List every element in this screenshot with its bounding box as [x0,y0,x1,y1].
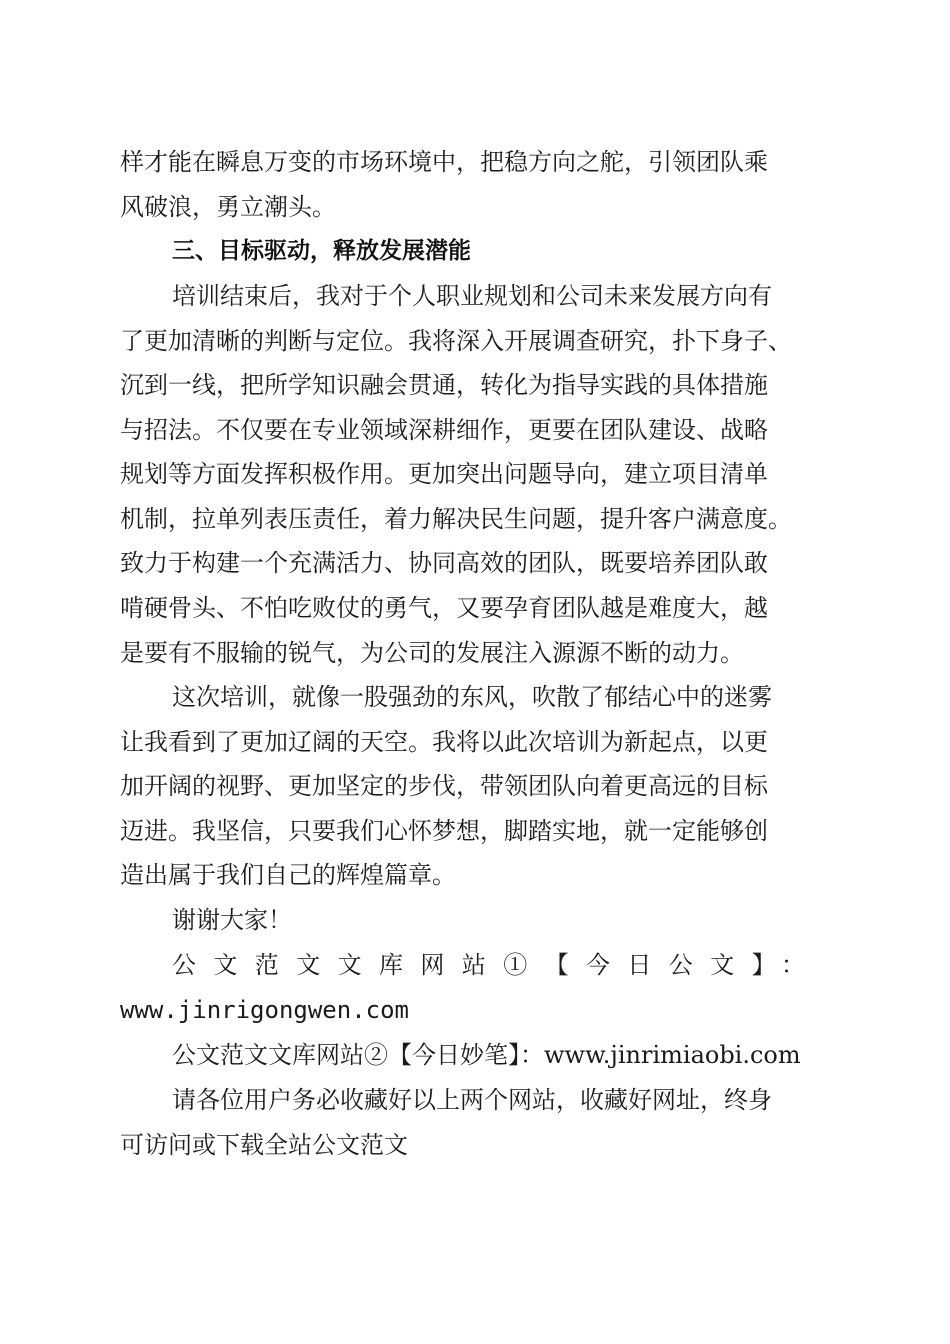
body-text-line: 与招法。不仅要在专业领域深耕细作，更要在团队建设、战略 [120,416,768,444]
closing-thanks: 谢谢大家！ [172,906,292,934]
body-text-line: 造出属于我们自己的辉煌篇章。 [120,861,456,889]
body-text-line: 请各位用户务必收藏好以上两个网站，收藏好网址，终身 [172,1086,772,1114]
body-text-line: 啃硬骨头、不怕吃败仗的勇气，又要孕育团队越是难度大，越 [120,594,768,622]
body-text-line: 加开阔的视野、更加坚定的步伐，带领团队向着更高远的目标 [120,772,768,800]
site-notice-2: 公文范文文库网站②【今日妙笔】：www.jinrimiaobi.com [172,1041,801,1069]
body-text-line: 可访问或下载全站公文范文 [120,1131,408,1159]
body-text-line: 了更加清晰的判断与定位。我将深入开展调查研究，扑下身子、 [120,327,792,355]
section-heading: 三、目标驱动，释放发展潜能 [172,238,471,264]
body-text-line: 样才能在瞬息万变的市场环境中，把稳方向之舵，引领团队乘 [120,148,768,176]
site-notice-1-label: 公文范文文库网站①【今日公文】： [172,951,823,979]
body-text-line: 致力于构建一个充满活力、协同高效的团队，既要培养团队敢 [120,549,768,577]
body-text-line: 沉到一线，把所学知识融会贯通，转化为指导实践的具体措施 [120,371,768,399]
body-text-line: 规划等方面发挥积极作用。更加突出问题导向，建立项目清单 [120,460,768,488]
body-text-line: 迈进。我坚信，只要我们心怀梦想，脚踏实地，就一定能够创 [120,817,768,845]
site-url-1: www.jinrigongwen.com [120,996,409,1024]
body-text-line: 机制，拉单列表压责任，着力解决民生问题，提升客户满意度。 [120,505,792,533]
body-text-line: 让我看到了更加辽阔的天空。我将以此次培训为新起点，以更 [120,728,768,756]
body-text-line: 风破浪，勇立潮头。 [120,193,336,221]
body-text-line: 培训结束后，我对于个人职业规划和公司未来发展方向有 [172,282,772,310]
body-text-line: 这次培训，就像一股强劲的东风，吹散了郁结心中的迷雾 [172,683,772,711]
body-text-line: 是要有不服输的锐气，为公司的发展注入源源不断的动力。 [120,639,744,667]
